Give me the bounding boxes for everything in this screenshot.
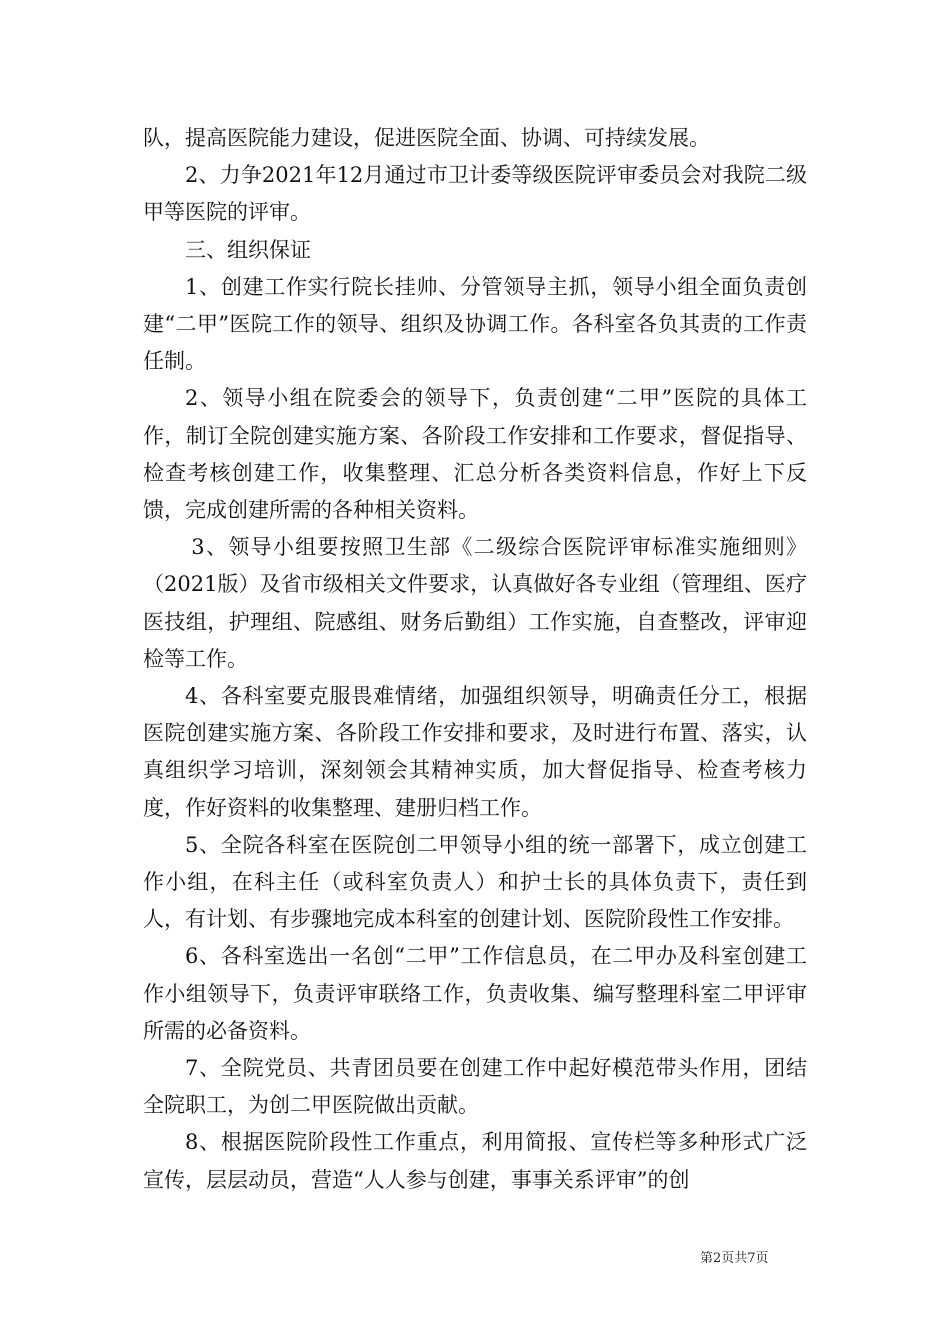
paragraph-item-3: 3、领导小组要按照卫生部《二级综合医院评审标准实施细则》（2021版）及省市级相关文件要求，认真做好各专业组（管理组、医疗医技组，护理组、院感组、财务后勤组）工作实施，自查整改，评审迎检等工作。 — [143, 535, 807, 671]
paragraph-item-5: 5、全院各科室在医院创二甲领导小组的统一部署下，成立创建工作小组，在科主任（或科室负责人）和护士长的具体负责下，责任到人，有计划、有步骤地完成本科室的创建计划、医院阶段性工作安排。 — [143, 832, 807, 932]
paragraph-item-4: 4、各科室要克服畏难情绪，加强组织领导，明确责任分工，根据医院创建实施方案、各阶段工作安排和要求，及时进行布置、落实，认真组织学习培训，深刻领会其精神实质，加大督促指导、检查考核力度，作好资料的收集整理、建册归档工作。 — [143, 684, 807, 820]
paragraph-item-8: 8、根据医院阶段性工作重点，利用简报、宣传栏等多种形式广泛宣传，层层动员，营造“人人参与创建，事事关系评审”的创 — [143, 1130, 807, 1192]
section-heading: 三、组织保证 — [185, 237, 311, 262]
paragraph-item-2: 2、领导小组在院委会的领导下，负责创建“二甲”医院的具体工作，制订全院创建实施方案、各阶段工作安排和工作要求，督促指导、检查考核创建工作，收集整理、汇总分析各类资料信息，作好上下反馈，完成创建所需的各种相关资料。 — [143, 386, 807, 523]
paragraph-item-1: 1、创建工作实行院长挂帅、分管领导主抓，领导小组全面负责创建“二甲”医院工作的领导、组织及协调工作。各科室各负其责的工作责任制。 — [143, 274, 807, 374]
paragraph-goal-2: 2、力争2021年12月通过市卫计委等级医院评审委员会对我院二级甲等医院的评审。 — [143, 163, 807, 225]
paragraph-item-7: 7、全院党员、共青团员要在创建工作中起好模范带头作用，团结全院职工，为创二甲医院做出贡献。 — [143, 1056, 807, 1118]
page-number: 第2页共7页 — [700, 1251, 769, 1266]
paragraph-continuation: 队，提高医院能力建设，促进医院全面、协调、可持续发展。 — [143, 126, 710, 150]
document-body — [143, 120, 807, 1199]
paragraph-item-6: 6、各科室选出一名创“二甲”工作信息员，在二甲办及科室创建工作小组领导下，负责评审联络工作，负责收集、编写整理科室二甲评审所需的必备资料。 — [143, 944, 807, 1043]
